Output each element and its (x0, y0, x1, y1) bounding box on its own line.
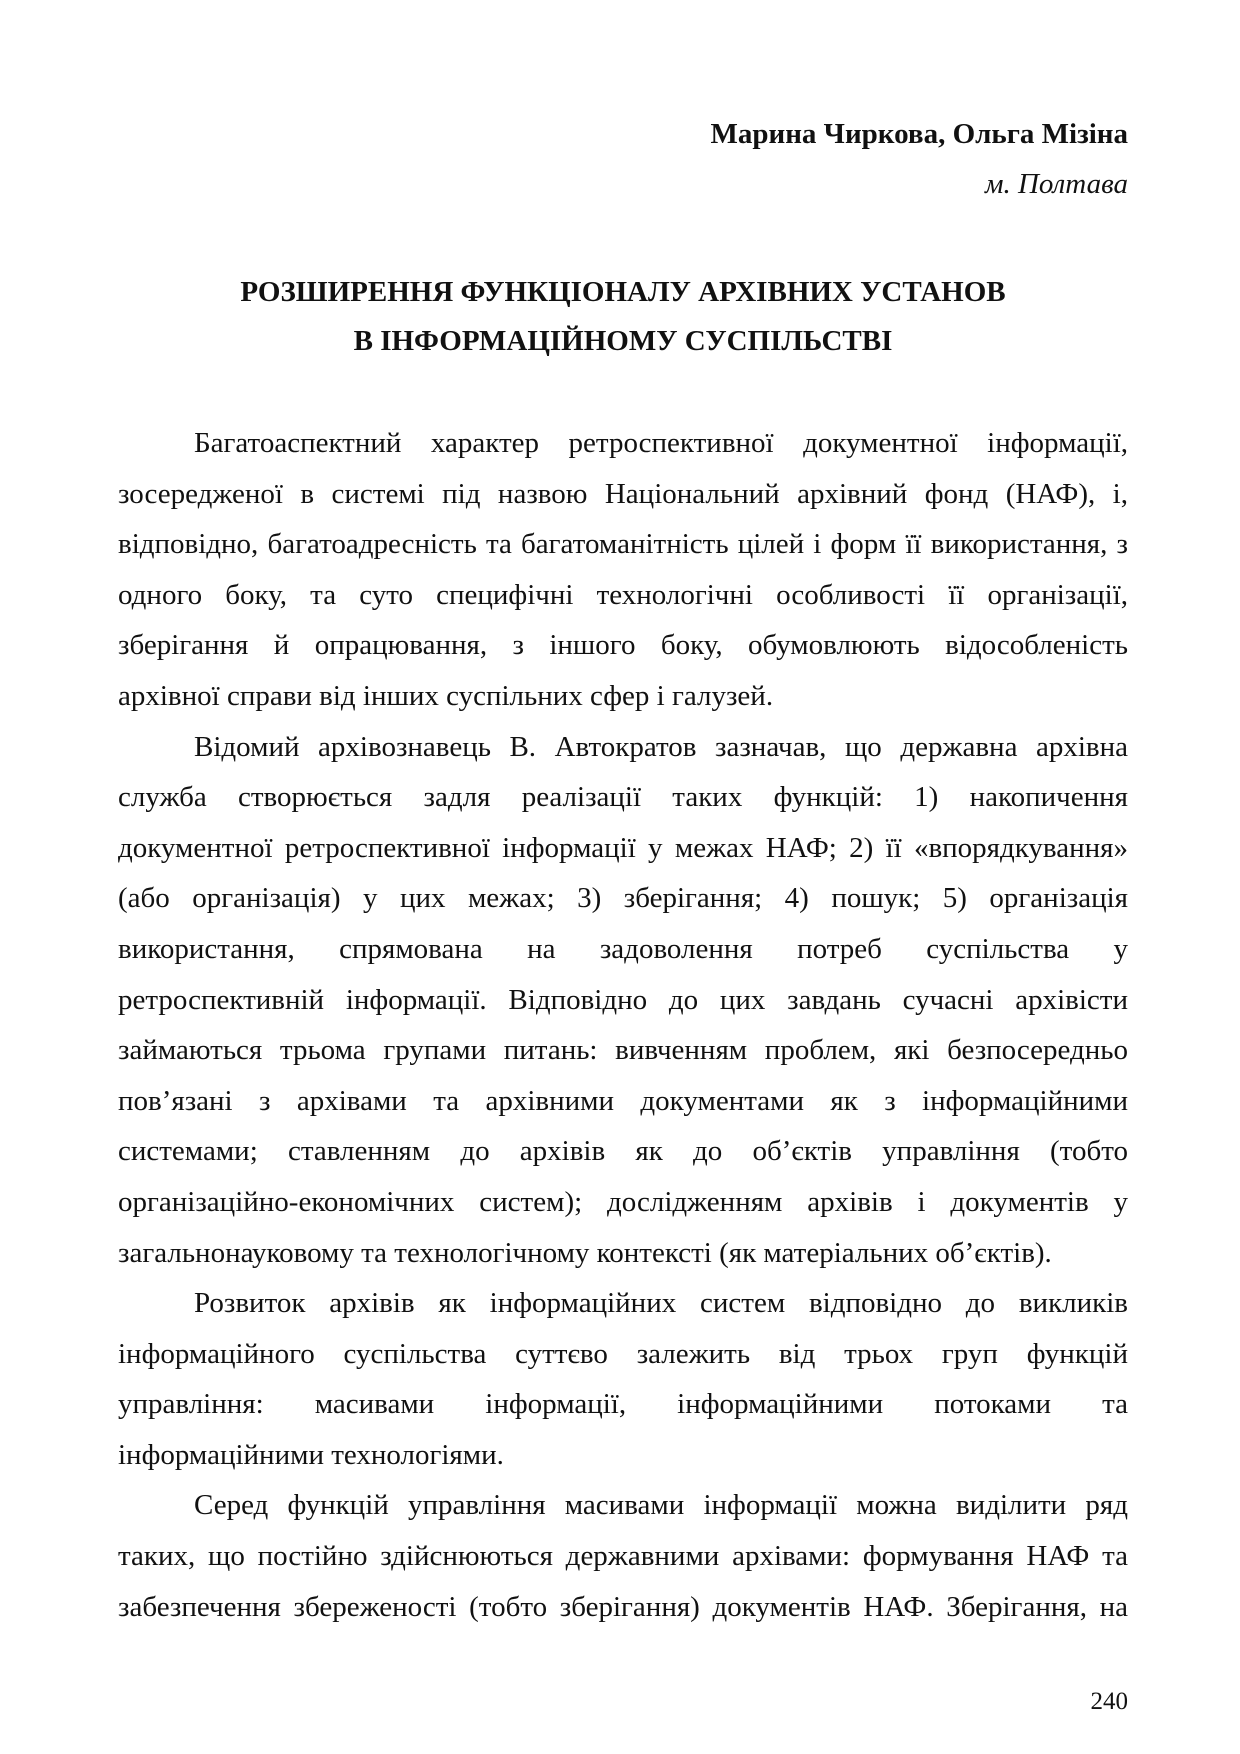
text-line: інформаційними технологіями. (118, 1438, 504, 1471)
text-line: таких, що постійно здійснюються державними архівами: формування НАФ та (118, 1540, 1128, 1573)
text-line: зосередженої в системі під назвою Національний архівний фонд (НАФ), і, (118, 477, 1128, 510)
text-line: пов’язані з архівами та архівними документами як з інформаційними (118, 1084, 1128, 1117)
text-line: використання, спрямована на задоволення потреб суспільства у (118, 932, 1128, 965)
text-line: ретроспективній інформації. Відповідно до цих завдань сучасні архівісти (118, 983, 1128, 1016)
text-line: (або організація) у цих межах; 3) зберігання; 4) пошук; 5) організація (118, 882, 1128, 915)
title-line-2: В ІНФОРМАЦІЙНОМУ СУСПІЛЬСТВІ (353, 325, 893, 357)
text-line: управління: масивами інформації, інформаційними потоками та (118, 1388, 1128, 1421)
paragraph (118, 1480, 1128, 1632)
article-title (118, 268, 1128, 366)
text-line: відповідно, багатоадресність та багатоманітність цілей і форм її використання, з (118, 528, 1128, 561)
text-line: системами; ставленням до архівів як до об’єктів управління (тобто (118, 1135, 1128, 1168)
text-line: зберігання й опрацювання, з іншого боку, обумовлюють відособленість (118, 629, 1128, 662)
text-line: інформаційного суспільства суттєво залежить від трьох груп функцій (118, 1337, 1128, 1370)
city: м. Полтава (984, 168, 1128, 200)
page-number: 240 (1090, 1688, 1128, 1715)
paragraph (118, 722, 1128, 1279)
authors: Марина Чиркова, Ольга Мізіна (710, 118, 1128, 150)
title-line-1: РОЗШИРЕННЯ ФУНКЦІОНАЛУ АРХІВНИХ УСТАНОВ (240, 276, 1006, 308)
article-body (118, 418, 1128, 1632)
text-line: займаються трьома групами питань: вивченням проблем, які безпосередньо (118, 1034, 1128, 1067)
text-line: Розвиток архівів як інформаційних систем відповідно до викликів (194, 1287, 1128, 1320)
paragraph (118, 1278, 1128, 1480)
text-line: організаційно-економічних систем); дослідженням архівів і документів у (118, 1185, 1128, 1218)
text-line: архівної справи від інших суспільних сфер і галузей. (118, 679, 774, 712)
paragraph (118, 418, 1128, 722)
text-line: забезпечення збереженості (тобто зберігання) документів НАФ. Зберігання, на (118, 1590, 1128, 1623)
text-line: Багатоаспектний характер ретроспективної документної інформації, (194, 427, 1128, 459)
text-line: документної ретроспективної інформації у межах НАФ; 2) її «впорядкування» (118, 831, 1128, 864)
text-line: Відомий архівознавець В. Автократов зазначав, що державна архівна (194, 730, 1128, 763)
text-line: загальнонауковому та технологічному контексті (як матеріальних об’єктів). (118, 1236, 1052, 1269)
text-line: служба створюється задля реалізації таких функцій: 1) накопичення (118, 781, 1128, 814)
text-line: Серед функцій управління масивами інформації можна виділити ряд (194, 1489, 1128, 1522)
text-line: одного боку, та суто специфічні технологічні особливості її організації, (118, 578, 1128, 611)
